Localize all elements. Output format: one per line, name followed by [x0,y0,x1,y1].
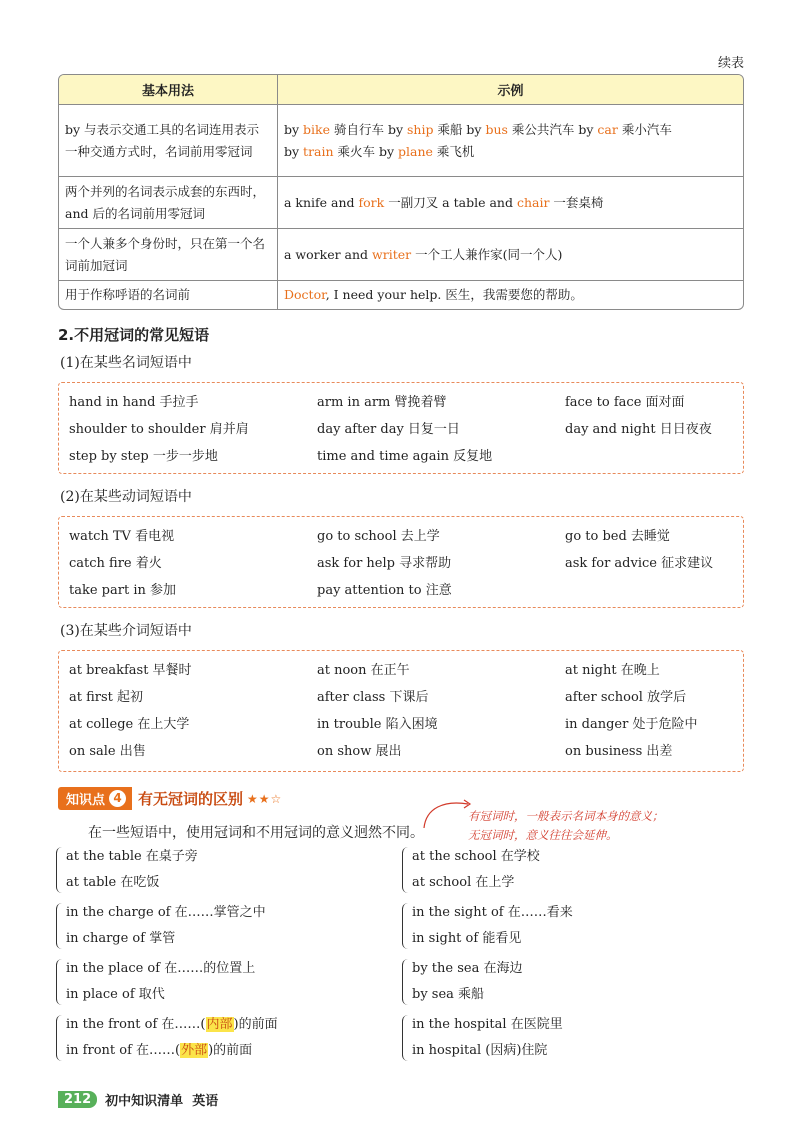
group-label-prep: (3)在某些介词短语中 [60,623,192,639]
phrase-item: time and time again 反复地 [317,449,493,464]
phrase-pair [402,844,540,896]
group-label-noun: (1)在某些名词短语中 [60,355,192,371]
pair-line: by the sea 在海边 [412,961,523,976]
example-cell [278,177,743,229]
note-line: 无冠词时，意义往往会延伸。 [468,828,618,842]
highlight-word: 外部 [181,1043,208,1058]
keyword-highlight: writer [372,246,412,262]
example-text: 一副刀叉 a table and [384,194,517,210]
keyword-highlight: car [597,121,618,137]
example-text: 乘公共汽车 by [507,121,598,137]
example-cell [278,229,743,281]
pair-line: in the charge of 在……掌管之中 [66,905,266,920]
usage-cell: 一个人兼多个身份时，只在第一个名词前加冠词 [59,229,278,281]
phrase-item: in trouble 陷入困境 [317,717,438,732]
keyword-highlight: plane [398,143,433,159]
phrase-pair [56,900,266,952]
table-row [59,177,743,229]
phrase-box-noun [58,382,744,474]
knowledge-point-tag [58,787,132,810]
difficulty-stars: ★★☆ [247,791,283,806]
intro-text: 在一些短语中，使用冠词和不用冠词的意义迥然不同。 [88,825,424,841]
pair-line: in the place of 在……的位置上 [66,961,256,976]
pair-line: in the hospital 在医院里 [412,1017,563,1032]
knowledge-point-header [58,787,282,810]
phrase-item: at noon 在正午 [317,663,410,678]
phrase-item: on show 展出 [317,744,402,759]
phrase-item: catch fire 着火 [69,556,162,571]
keyword-highlight: bus [485,121,508,137]
pair-text: )的前面 [233,1017,278,1032]
brace [56,847,63,893]
example-text: 乘船 by [433,121,486,137]
phrase-box-prep [58,650,744,772]
example-text: a worker and [284,246,373,262]
brace [56,903,63,949]
pair-line [66,1012,278,1038]
usage-cell: 两个并列的名词表示成套的东西时，and 后的名词前用零冠词 [59,177,278,229]
example-text: by [284,143,304,159]
usage-cell: by 与表示交通工具的名词连用表示一种交通方式时，名词前用零冠词 [59,105,278,177]
section-title: 2.不用冠词的常见短语 [58,326,210,344]
header-usage: 基本用法 [59,75,278,105]
usage-cell: 用于作称呼语的名词前 [59,281,278,309]
group-label-verb: (2)在某些动词短语中 [60,489,192,505]
example-line [284,284,737,306]
table-row [59,281,743,309]
phrase-item: go to school 去上学 [317,529,440,544]
phrase-item: at night 在晚上 [565,663,660,678]
phrase-pair [402,956,522,1008]
brace [402,847,409,893]
example-text: , I need your help. 医生，我需要您的帮助。 [325,287,583,302]
phrase-item: shoulder to shoulder 肩并肩 [69,422,249,437]
example-text: 乘小汽车 [617,121,672,137]
pair-line: at school 在上学 [412,875,515,890]
example-line [284,192,737,214]
knowledge-point-title: 有无冠词的区别 [138,790,244,808]
pair-line: in hospital (因病)住院 [412,1043,548,1058]
pair-line: in charge of 掌管 [66,931,176,946]
phrase-item: day and night 日日夜夜 [565,422,712,437]
example-text: a knife and [284,194,359,210]
phrase-item: ask for advice 征求建议 [565,556,714,571]
phrase-item: ask for help 寻求帮助 [317,556,452,571]
book-title [105,1090,218,1109]
brace [402,959,409,1005]
phrase-item: hand in hand 手拉手 [69,395,199,410]
phrase-item: in danger 处于危险中 [565,717,698,732]
usage-table [58,74,744,310]
pair-text: in the front of 在……( [66,1017,206,1032]
phrase-pair [56,844,198,896]
phrase-item: at college 在上大学 [69,717,190,732]
phrase-item: arm in arm 臂挽着臂 [317,395,447,410]
example-text: 一个工人兼作家(同一个人) [411,246,563,262]
phrase-item: at breakfast 早餐时 [69,663,192,678]
phrase-item: on business 出差 [565,744,673,759]
subject-name: 英语 [192,1094,219,1109]
keyword-highlight: Doctor [284,287,326,302]
brace [56,959,63,1005]
example-text: 乘火车 by [333,143,399,159]
pair-line: in the sight of 在……看来 [412,905,573,920]
pair-line [66,1038,278,1064]
continued-label: 续表 [717,56,744,71]
phrase-item: on sale 出售 [69,744,146,759]
phrase-box-verb [58,516,744,608]
pair-line: by sea 乘船 [412,987,485,1002]
note-line: 有冠词时，一般表示名词本身的意义； [468,809,664,823]
pair-line: in place of 取代 [66,987,165,1002]
phrase-pair [402,900,573,952]
brace [402,903,409,949]
phrase-pair [56,1012,278,1064]
page-number: 212 [58,1091,97,1108]
highlight-word: 内部 [206,1017,233,1032]
knowledge-point-tag-text: 知识点 [66,793,106,808]
pair-line: at the table 在桌子旁 [66,849,198,864]
knowledge-point-number: 4 [109,790,126,807]
phrase-item: day after day 日复一日 [317,422,460,437]
phrase-item: face to face 面对面 [565,395,685,410]
phrase-item: after class 下课后 [317,690,429,705]
pair-line: at table 在吃饭 [66,875,160,890]
keyword-highlight: fork [358,194,385,210]
book-name: 初中知识清单 [105,1094,184,1109]
example-cell [278,281,743,309]
phrase-item: after school 放学后 [565,690,687,705]
keyword-highlight: bike [303,121,331,137]
example-text: 骑自行车 by [330,121,408,137]
phrase-pair [402,1012,563,1064]
phrase-item: pay attention to 注意 [317,583,452,598]
phrase-item: go to bed 去睡觉 [565,529,670,544]
table-row [59,229,743,281]
handwritten-note [468,807,664,845]
phrase-item: watch TV 看电视 [69,529,175,544]
example-text: 一套桌椅 [549,194,604,210]
pair-line: at the school 在学校 [412,849,540,864]
keyword-highlight: ship [407,121,434,137]
phrase-item: take part in 参加 [69,583,176,598]
table-row [59,105,743,177]
brace [402,1015,409,1061]
keyword-highlight: train [303,143,334,159]
header-example: 示例 [278,75,743,105]
footer [58,1090,218,1109]
pair-text: in front of 在……( [66,1043,181,1058]
example-line [284,244,737,266]
keyword-highlight: chair [516,194,550,210]
pair-line: in sight of 能看见 [412,931,522,946]
example-text: by [284,121,304,137]
phrase-item: at first 起初 [69,690,144,705]
example-line [284,141,737,163]
example-line [284,119,737,141]
brace [56,1015,63,1061]
phrase-item: step by step 一步一步地 [69,449,218,464]
example-cell [278,105,743,177]
phrase-pair [56,956,255,1008]
pair-text: )的前面 [208,1043,253,1058]
example-text: 乘飞机 [432,143,475,159]
